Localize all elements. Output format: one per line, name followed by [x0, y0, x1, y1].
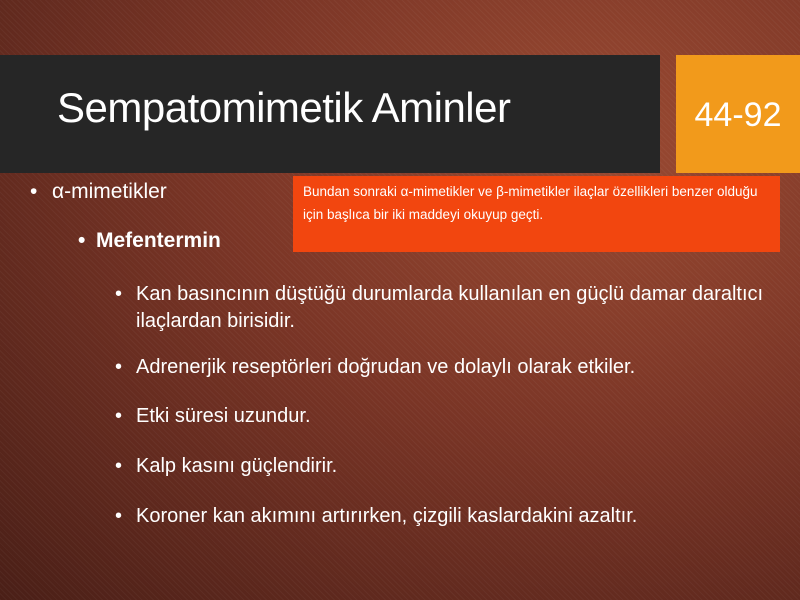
- bullet-dot: •: [115, 283, 123, 305]
- slide-title: Sempatomimetik Aminler: [57, 84, 511, 131]
- bullet-level2: [78, 229, 221, 253]
- list-item: [115, 453, 775, 481]
- list-item-text: Adrenerjik reseptörleri doğrudan ve dolaylı olarak etkiler.: [136, 356, 636, 378]
- bullet-dot: •: [115, 405, 123, 427]
- bullet-dot: •: [30, 180, 38, 203]
- list-item: [115, 503, 775, 531]
- list-item-text: Kan basıncının düştüğü durumlarda kullanılan en güçlü damar daraltıcı ilaçlardan birisidir.: [136, 283, 764, 332]
- list-item-text: Etki süresi uzundur.: [136, 405, 311, 427]
- bullet-dot: •: [115, 505, 123, 527]
- slide-number: 44-92: [694, 96, 782, 134]
- bullet-dot: •: [115, 356, 123, 378]
- list-item-text: Koroner kan akımını artırırken, çizgili kaslardakini azaltır.: [136, 505, 638, 527]
- list-item: [115, 354, 775, 382]
- note-callout: Bundan sonraki α-mimetikler ve β-mimetikler ilaçlar özellikleri benzer olduğu için başlıca bir iki maddeyi okuyup geçti.: [293, 176, 780, 252]
- bullet-level1: [30, 180, 167, 204]
- bullet-level1-text: α-mimetikler: [52, 180, 167, 203]
- bullet-level2-text: Mefentermin: [96, 229, 221, 252]
- bullet-dot: •: [78, 229, 86, 252]
- list-item: [115, 281, 775, 337]
- bullet-dot: •: [115, 455, 123, 477]
- list-item: [115, 403, 775, 431]
- list-item-text: Kalp kasını güçlendirir.: [136, 455, 338, 477]
